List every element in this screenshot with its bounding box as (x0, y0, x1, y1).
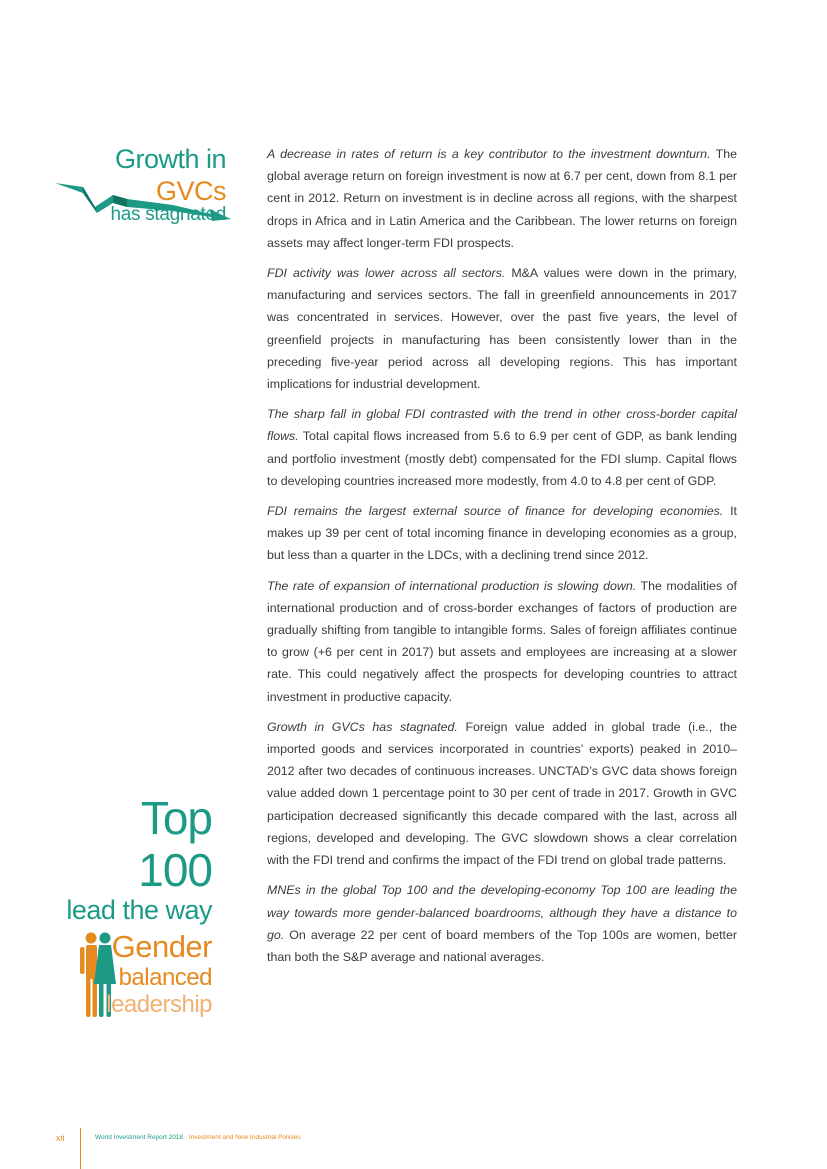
top100-callout-heading: Top 100 (138, 792, 212, 896)
section-title: Investment and New Industrial Policies (188, 1134, 301, 1141)
main-text-column (267, 143, 737, 976)
paragraph-body: Total capital flows increased from 5.6 to 6.9 per cent of GDP, as bank lending and portfolio investment (mostly debt) compensated for the FDI slump. Capital flows to developing countries increased more modestly, from 4.0 to 4.8 per cent of GDP. (267, 429, 737, 488)
gender-label: Gender (111, 929, 212, 964)
footer-publication (95, 1134, 305, 1141)
paragraph-lead: FDI remains the largest external source of finance for developing economies. (267, 504, 724, 519)
balanced-label: balanced (118, 964, 212, 991)
paragraph (267, 575, 737, 708)
paragraph (267, 879, 737, 968)
paragraph-lead: The rate of expansion of international production is slowing down. (267, 578, 637, 593)
top100-callout-subheading: lead the way (66, 895, 212, 925)
paragraph-lead: A decrease in rates of return is a key contributor to the investment downturn. (267, 147, 711, 161)
top100-callout (60, 792, 212, 1022)
gvc-callout-title-accent: GVCs (155, 176, 226, 206)
paragraph-body: On average 22 per cent of board members of the Top 100s are women, better than both the S&P average and national averages. (267, 927, 737, 964)
publication-title: World Investment Report 2018 (95, 1134, 184, 1141)
gvc-callout-subtitle: has stagnated (110, 204, 226, 225)
gender-balanced-block (60, 930, 212, 1022)
paragraph (267, 716, 737, 871)
paragraph-body: M&A values were down in the primary, manufacturing and services sectors. The fall in greenfield announcements in 2017 was concentrated in services. However, over the past five years, the level of greenfield projects in manufacturing has been consistently lower than in the preceding five-year period across all developing regions. This has important implications for industrial development. (267, 266, 737, 392)
paragraph-body: It makes up 39 per cent of total incoming finance in developing economies as a group, but less than a quarter in the LDCs, with a declining trend since 2012. (267, 504, 737, 563)
paragraph (267, 262, 737, 395)
page-footer (0, 1128, 827, 1169)
paragraph-body: Foreign value added in global trade (i.e., the imported goods and services incorporated in countries’ exports) peaked in 2010–2012 after two decades of continuous increases. UNCTAD’s GVC data shows foreign value added down 1 percentage point to 30 per cent of trade in 2017. Growth in GVC participation decreased significantly this decade compared with the last, across all regions, developed and developing. The GVC slowdown shows a clear correlation with the FDI trend and confirms the impact of the FDI trend on global trade patterns. (267, 719, 737, 868)
paragraph (267, 143, 737, 254)
paragraph-body: The global average return on foreign investment is now at 6.7 per cent, down from 8.1 per cent in 2012. Return on investment is in decline across all regions, with the sharpest drops in Africa and in Latin America and the Caribbean. The lower returns on foreign assets may affect longer-term FDI prospects. (267, 147, 737, 250)
paragraph-body: The modalities of international production and of cross-border exchanges of factors of production are gradually shifting from tangible to intangible forms. Sales of foreign affiliates continue to grow (+6 per cent in 2017) but assets and employees are increasing at a slower rate. This could negatively affect the prospects for developing countries to attract investment in productive capacity. (267, 578, 737, 704)
downward-trend-arrow-icon (55, 181, 231, 227)
leadership-label: leadership (106, 991, 212, 1018)
paragraph (267, 403, 737, 492)
gvc-callout-title-plain: Growth in (114, 144, 226, 174)
footer-divider (80, 1128, 81, 1169)
paragraph-lead: Growth in GVCs has stagnated. (267, 719, 458, 734)
gvc-callout (50, 143, 226, 225)
paragraph-lead: MNEs in the global Top 100 and the developing-economy Top 100 are leading the way towards more gender-balanced boardrooms, although they have a distance to go. (267, 883, 737, 942)
paragraph-lead: FDI activity was lower across all sectors. (267, 266, 506, 281)
paragraph (267, 500, 737, 567)
page-number: xii (56, 1133, 65, 1143)
paragraph-lead: The sharp fall in global FDI contrasted with the trend in other cross-border capital flows. (267, 407, 737, 444)
